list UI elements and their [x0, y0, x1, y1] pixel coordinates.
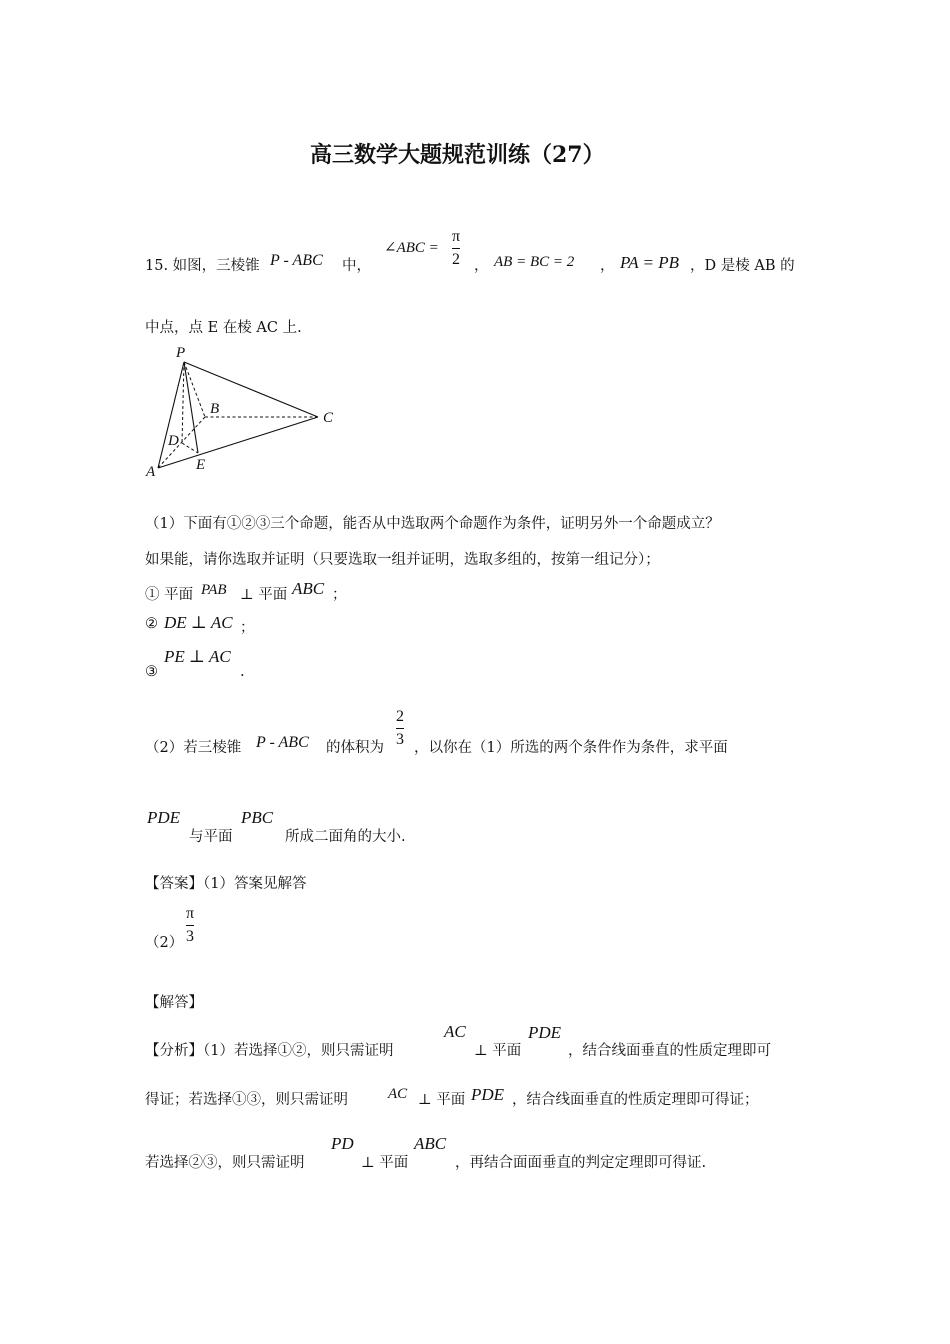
analysis-line3-end: ，再结合面面垂直的判定定理即可得证.	[455, 1155, 707, 1171]
page-title: 高三数学大题规范训练（27）	[310, 142, 605, 168]
label-c: C	[323, 410, 334, 426]
pe-perp-ac: PE ⊥ AC	[164, 647, 231, 666]
plane-abc: ABC	[292, 579, 325, 598]
problem-line2: 中点，点 E 在棱 AC 上.	[145, 320, 302, 336]
fraction-numerator: π	[452, 228, 461, 245]
line-ac: AC	[444, 1022, 466, 1041]
label-p: P	[176, 345, 186, 361]
fraction-numerator: π	[186, 905, 195, 922]
fraction-denominator: 3	[396, 731, 404, 748]
edge-pe	[184, 362, 198, 453]
edge-de	[182, 443, 198, 453]
condition-3-label: ③	[145, 664, 158, 680]
text-zhong: 中，	[342, 258, 371, 274]
edge-pc	[184, 362, 318, 417]
fraction-bar	[452, 248, 460, 249]
edge-pb	[184, 362, 205, 417]
answer-part2-label: （2）	[145, 935, 184, 951]
answer-label: 【答案】（1）答案见解答	[145, 876, 307, 892]
angle-abc: ∠ABC =	[384, 240, 439, 256]
plane-pbc: PBC	[241, 808, 274, 827]
label-b: B	[210, 401, 220, 417]
label-e: E	[196, 457, 206, 473]
pyramid-figure	[140, 340, 350, 485]
part2-post: ，以你在（1）所选的两个条件作为条件，求平面	[414, 740, 728, 756]
part1-intro2: 如果能，请你选取并证明（只要选取一组并证明，选取多组的，按第一组记分）；	[145, 552, 660, 568]
problem-prefix: 15. 如图，三棱锥	[145, 258, 260, 274]
line-pd: PD	[331, 1134, 354, 1153]
fraction-bar	[396, 728, 404, 729]
condition-1-label: ① 平面	[145, 587, 194, 603]
pyramid-name: P - ABC	[270, 252, 323, 269]
label-a: A	[146, 464, 156, 480]
volume-fraction	[396, 708, 404, 749]
d-midpoint-text: ，D 是棱 AB 的	[690, 258, 795, 274]
solution-label: 【解答】	[145, 995, 203, 1011]
perp-plane: ⊥ 平面	[418, 1092, 466, 1108]
comma: ，	[600, 258, 615, 274]
analysis-line3: 若选择②③，则只需证明	[145, 1155, 305, 1171]
part2-end: 所成二面角的大小.	[285, 829, 406, 845]
analysis-line1-end: ，结合线面垂直的性质定理即可	[568, 1043, 771, 1059]
perp-plane: ⊥ 平面	[361, 1155, 409, 1171]
text-yu-plane: 与平面	[189, 829, 233, 845]
part2-prefix: （2）若三棱锥	[145, 740, 242, 756]
edge-pd	[182, 362, 184, 443]
comma: ，	[474, 258, 489, 274]
condition-2-label: ②	[145, 616, 158, 632]
fraction-denominator: 2	[452, 251, 461, 268]
period: .	[240, 664, 245, 680]
fraction-numerator: 2	[396, 708, 404, 725]
de-perp-ac: DE ⊥ AC	[164, 613, 233, 632]
fraction-bar	[186, 925, 194, 926]
part1-intro: （1）下面有①②③三个命题，能否从中选取两个命题作为条件，证明另外一个命题成立？	[145, 516, 720, 532]
plane-abc: ABC	[414, 1134, 447, 1153]
analysis-line1: 【分析】（1）若选择①②，则只需证明	[145, 1043, 394, 1059]
plane-pde: PDE	[528, 1023, 562, 1042]
analysis-line2-end: ，结合线面垂直的性质定理即可得证；	[512, 1092, 759, 1108]
answer-fraction	[186, 905, 194, 946]
pyramid-name: P - ABC	[256, 734, 309, 751]
label-d: D	[168, 433, 179, 449]
part2-volume-text: 的体积为	[326, 740, 384, 756]
semicolon: ；	[332, 587, 347, 603]
plane-pde: PDE	[471, 1085, 505, 1104]
analysis-line2: 得证；若选择①③，则只需证明	[145, 1092, 348, 1108]
plane-pab: PAB	[201, 582, 227, 598]
semicolon: ；	[240, 620, 255, 636]
ab-equals-bc: AB = BC = 2	[494, 254, 575, 270]
perp-plane: ⊥ 平面	[240, 587, 288, 603]
pa-equals-pb: PA = PB	[620, 253, 680, 272]
line-ac: AC	[388, 1086, 408, 1102]
fraction-denominator: 3	[186, 928, 195, 945]
perp-plane: ⊥ 平面	[474, 1043, 522, 1059]
plane-pde: PDE	[147, 808, 181, 827]
angle-fraction	[452, 228, 460, 269]
edge-pa	[158, 362, 184, 468]
